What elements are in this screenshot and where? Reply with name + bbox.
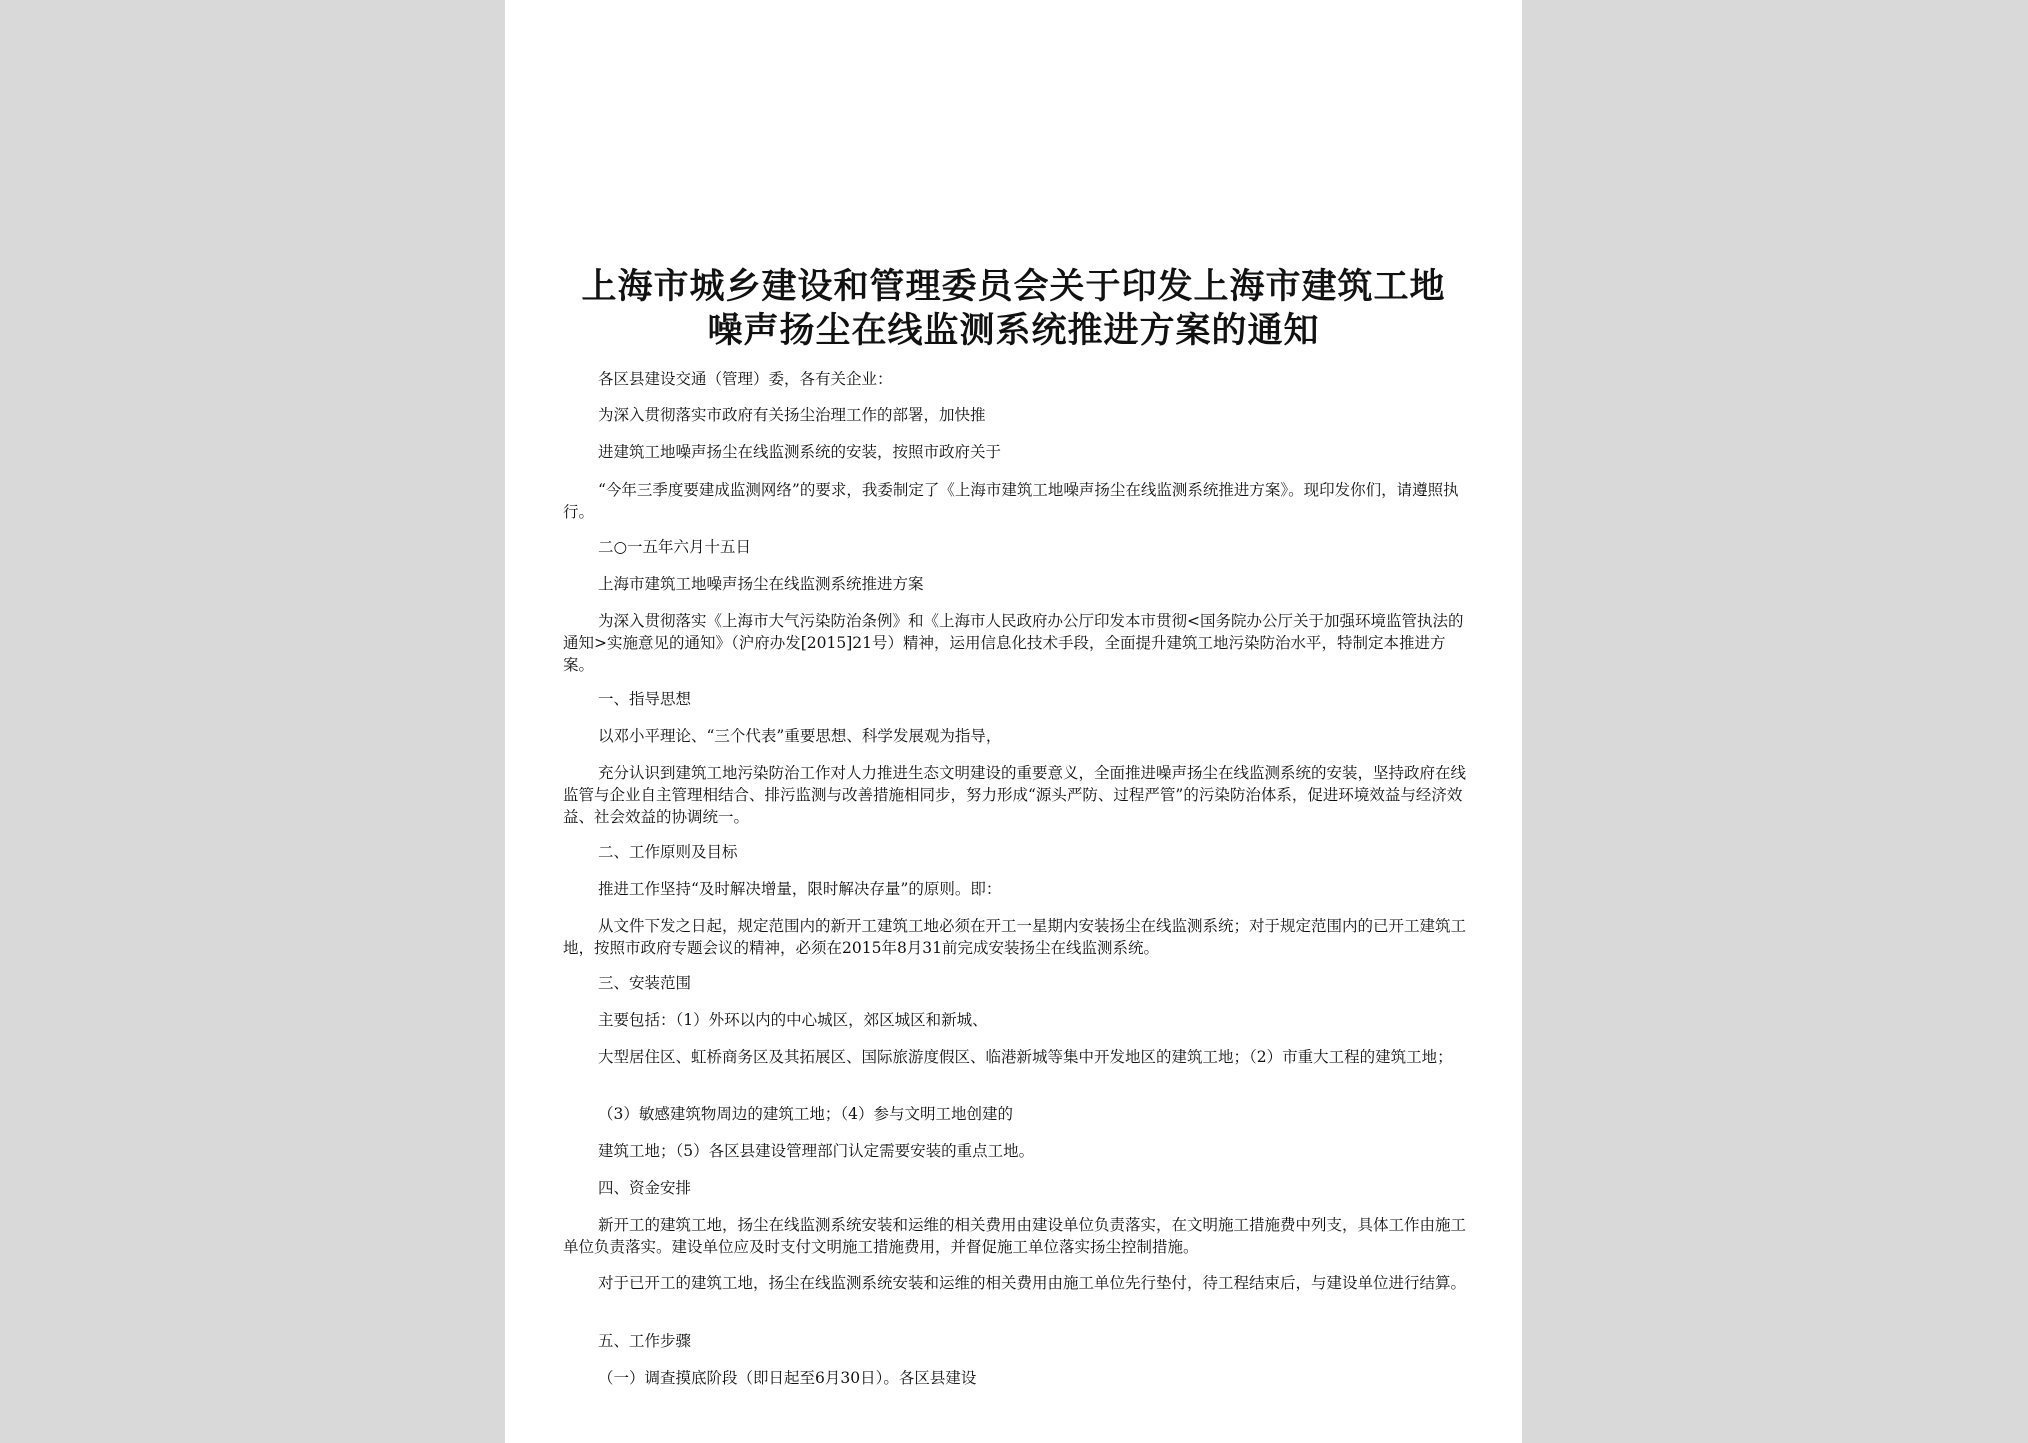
paragraph: 大型居住区、虹桥商务区及其拓展区、国际旅游度假区、临港新城等集中开发地区的建筑工地；（2）市重大工程的建筑工地； <box>598 1048 1453 1066</box>
paragraph: “今年三季度要建成监测网络”的要求，我委制定了《上海市建筑工地噪声扬尘在线监测系统推进方案》。现印发你们，请遵照执行。 <box>563 481 1459 521</box>
section-heading: 三、安装范围 <box>598 974 692 992</box>
section-heading: 一、指导思想 <box>598 690 692 708</box>
paragraph-subtitle: 上海市建筑工地噪声扬尘在线监测系统推进方案 <box>598 575 924 593</box>
paragraph: 对于已开工的建筑工地，扬尘在线监测系统安装和运维的相关费用由施工单位先行垫付，待工程结束后，与建设单位进行结算。 <box>598 1274 1467 1292</box>
section-heading: 四、资金安排 <box>598 1179 692 1197</box>
paragraph: 以邓小平理论、“三个代表”重要思想、科学发展观为指导， <box>598 727 1002 745</box>
paragraph: 从文件下发之日起，规定范围内的新开工建筑工地必须在开工一星期内安装扬尘在线监测系统；对于规定范围内的已开工建筑工地，按照市政府专题会议的精神，必须在2015年8月31前完成安装扬尘在线监测系统。 <box>563 917 1467 957</box>
paragraph: 进建筑工地噪声扬尘在线监测系统的安装，按照市政府关于 <box>598 443 1002 461</box>
paragraph: 新开工的建筑工地，扬尘在线监测系统安装和运维的相关费用由建设单位负责落实，在文明施工措施费中列支，具体工作由施工单位负责落实。建设单位应及时支付文明施工措施费用，并督促施工单位落实扬尘控制措施。 <box>563 1216 1467 1256</box>
paragraph: 为深入贯彻落实市政府有关扬尘治理工作的部署，加快推 <box>598 406 986 424</box>
document-page <box>505 0 1522 1443</box>
paragraph: 充分认识到建筑工地污染防治工作对人力推进生态文明建设的重要意义，全面推进噪声扬尘在线监测系统的安装，坚持政府在线监管与企业自主管理相结合、排污监测与改善措施相同步，努力形成“源头严防、过程严管”的污染防治体系，促进环境效益与经济效益、社会效益的协调统一。 <box>563 764 1467 826</box>
paragraph: 推进工作坚持“及时解决增量，限时解决存量”的原则。即： <box>598 880 1002 898</box>
paragraph: 为深入贯彻落实《上海市大气污染防治条例》和《上海市人民政府办公厅印发本市贯彻<国务院办公厅关于加强环境监管执法的通知>实施意见的通知》（沪府办发[2015]21号）精神，运用信息化技术手段，全面提升建筑工地污染防治水平，特制定本推进方案。 <box>563 612 1464 674</box>
document-title-line-1: 上海市城乡建设和管理委员会关于印发上海市建筑工地 <box>581 266 1446 307</box>
section-heading: 二、工作原则及目标 <box>598 843 738 861</box>
document-title-line-2: 噪声扬尘在线监测系统推进方案的通知 <box>707 310 1320 351</box>
paragraph: 主要包括：（1）外环以内的中心城区，郊区城区和新城、 <box>598 1011 988 1029</box>
section-heading: 五、工作步骤 <box>598 1332 692 1350</box>
paragraph: （3）敏感建筑物周边的建筑工地；（4）参与文明工地创建的 <box>598 1105 1013 1123</box>
paragraph: 建筑工地；（5）各区县建设管理部门认定需要安装的重点工地。 <box>598 1142 1035 1160</box>
paragraph: （一）调查摸底阶段（即日起至6月30日）。各区县建设 <box>598 1369 977 1387</box>
paragraph-date: 二○一五年六月十五日 <box>598 538 752 556</box>
paragraph-addressee: 各区县建设交通（管理）委，各有关企业： <box>598 370 893 388</box>
